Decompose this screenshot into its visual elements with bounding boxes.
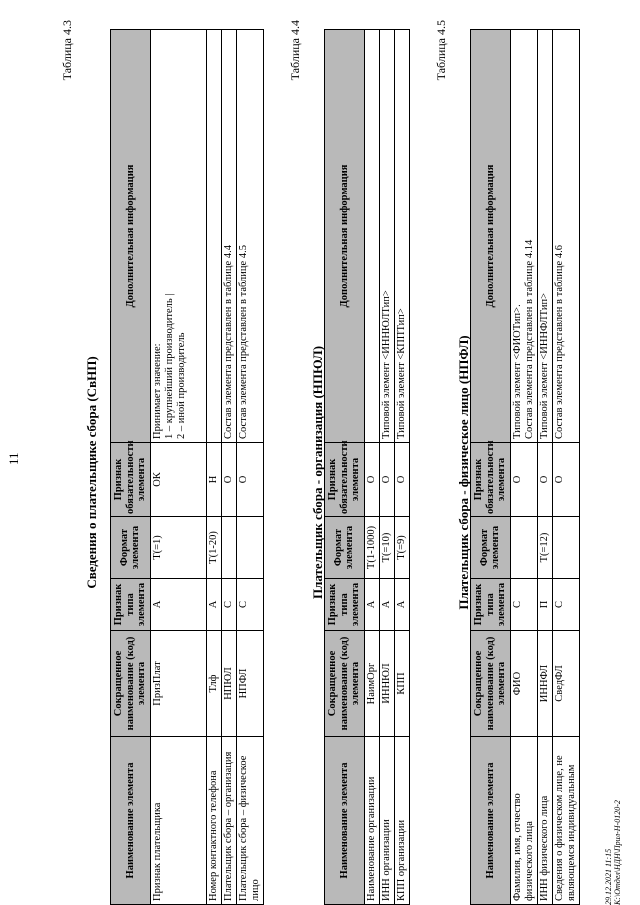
cell: Признак плательщика [150,737,206,905]
table-4-5 [470,29,580,905]
header-cell: Дополнительная информация [325,30,365,443]
cell: Типовой элемент <ИННФЛТип> [537,30,552,443]
table-title: Сведения о плательщике сбора (СвНП) [84,356,99,589]
cell: Принимает значение: 1 – крупнейший производитель | 2 – иной производитель [150,30,206,443]
cell: Номер контактного телефона [206,737,221,905]
table-title: Плательщик сбора - организация (НПЮЛ) [310,345,325,600]
cell: О [379,443,394,517]
table-row [510,30,537,905]
header-cell: Наименование элемента [325,737,365,905]
cell: Состав элемента представлен в таблице 4.4 [221,30,236,443]
cell: О [537,443,552,517]
cell: Фамилия, имя, отчество физического лица [510,737,537,905]
cell: НаимОрг [364,631,379,737]
header-cell: Формат элемента [325,517,365,579]
cell: П [537,579,552,631]
cell: А [364,579,379,631]
header-cell: Формат элемента [471,517,511,579]
cell: О [552,443,579,517]
cell: НПФЛ [236,631,263,737]
header-cell: Сокращенное наименование (код) элемента [111,631,151,737]
header-cell: Признак обязательности элемента [471,443,511,517]
header-cell: Признак обязательности элемента [111,443,151,517]
table-label: Таблица 4.5 [434,20,448,81]
cell: Типовой элемент <КППТип> [394,30,409,443]
table-row [552,30,579,905]
section-table-4-5 [0,20,640,905]
footer-path: К:\Отдел\НДН\Прил-Н-0120-2 [613,800,622,905]
cell: ФИО [510,631,537,737]
cell: Плательщик сбора – физическое лицо [236,737,263,905]
cell: О [221,443,236,517]
cell: О [394,443,409,517]
cell: Т(1-20) [206,517,221,579]
cell: Т(1-1000) [364,517,379,579]
cell: С [510,579,537,631]
cell: Состав элемента представлен в таблице 4.6 [552,30,579,443]
cell: А [394,579,409,631]
cell: С [221,579,236,631]
cell: А [206,579,221,631]
table-header-row [471,30,511,905]
cell: Сведения о физическом лице, не являющемся индивидуальным [552,737,579,905]
table-label: Таблица 4.4 [288,20,302,81]
cell: Т(=1) [150,517,206,579]
cell: А [150,579,206,631]
cell: С [236,579,263,631]
cell [552,517,579,579]
cell: ПризПлат [150,631,206,737]
footer-date: 29.12.2021 11:15 [604,848,613,905]
header-cell: Дополнительная информация [111,30,151,443]
cell: СведФЛ [552,631,579,737]
header-cell: Признак типа элемента [325,579,365,631]
page-number: 11 [6,452,21,465]
header-cell: Наименование элемента [111,737,151,905]
cell: НПЮЛ [221,631,236,737]
cell: ИННФЛ [537,631,552,737]
cell: ИНН организации [379,737,394,905]
cell: Наименование организации [364,737,379,905]
cell: КПП [394,631,409,737]
cell: Типовой элемент <ИННЮЛТип> [379,30,394,443]
cell: О [236,443,263,517]
header-cell: Признак типа элемента [111,579,151,631]
header-cell: Формат элемента [111,517,151,579]
cell: А [379,579,394,631]
header-cell: Признак типа элемента [471,579,511,631]
header-cell: Признак обязательности элемента [325,443,365,517]
table-row [537,30,552,905]
cell: Тлф [206,631,221,737]
cell: С [552,579,579,631]
cell [510,517,537,579]
table-title: Плательщик сбора - физическое лицо (НПФЛ) [456,335,471,610]
cell: Типовой элемент <ФИОТип>. Состав элемента представлен в таблице 4.14 [510,30,537,443]
cell: Состав элемента представлен в таблице 4.5 [236,30,263,443]
cell: Т(=10) [379,517,394,579]
cell: Н [206,443,221,517]
cell: Т(=12) [537,517,552,579]
cell: ИННЮЛ [379,631,394,737]
cell: ИНН физического лица [537,737,552,905]
header-cell: Сокращенное наименование (код) элемента [471,631,511,737]
cell: Т(=9) [394,517,409,579]
header-cell: Наименование элемента [471,737,511,905]
cell: О [510,443,537,517]
header-cell: Сокращенное наименование (код) элемента [325,631,365,737]
header-cell: Дополнительная информация [471,30,511,443]
cell: КПП организации [394,737,409,905]
footer-stamp [604,800,622,905]
table-label: Таблица 4.3 [60,20,74,81]
cell: Плательщик сбора – организация [221,737,236,905]
cell: ОК [150,443,206,517]
cell: О [364,443,379,517]
